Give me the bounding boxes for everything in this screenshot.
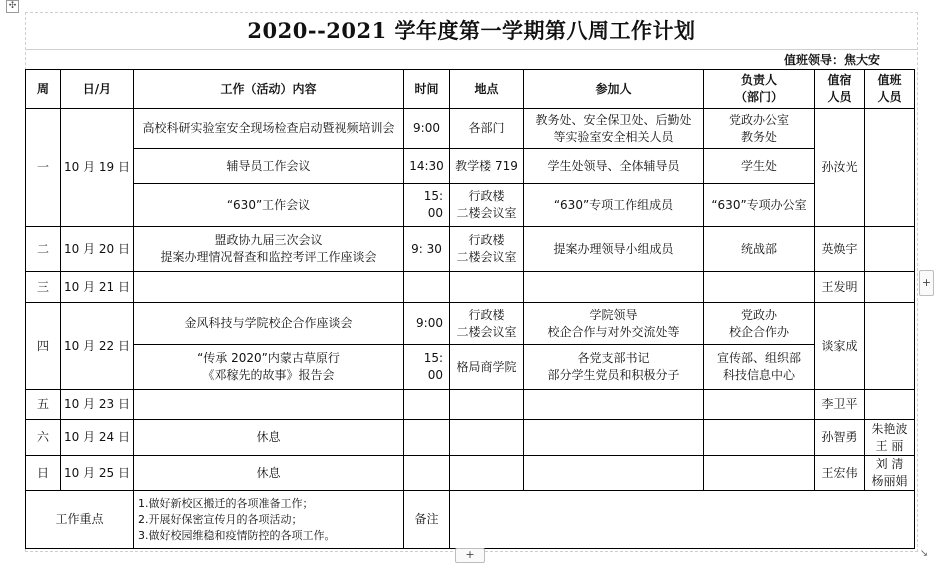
date-cell[interactable]: 10 月 21 日: [61, 272, 134, 303]
date-cell[interactable]: 10 月 19 日: [61, 109, 134, 227]
duty-cell[interactable]: [865, 303, 915, 390]
participants-cell[interactable]: [524, 420, 704, 456]
header-on-duty-staff: 值宿 人员: [815, 70, 865, 109]
table-row: [26, 420, 915, 456]
place-cell[interactable]: [450, 390, 524, 420]
place-cell[interactable]: 行政楼 二楼会议室: [450, 303, 524, 345]
date-cell[interactable]: 10 月 20 日: [61, 227, 134, 272]
participants-cell[interactable]: [524, 456, 704, 491]
remark-cell[interactable]: [450, 491, 915, 549]
content-cell[interactable]: 盟政协九届三次会议 提案办理情况督查和监控考评工作座谈会: [134, 227, 404, 272]
week-cell[interactable]: 二: [26, 227, 61, 272]
on-duty-cell[interactable]: 谈家成: [815, 303, 865, 390]
participants-cell[interactable]: 学院领导 校企合作与对外交流处等: [524, 303, 704, 345]
time-cell[interactable]: 15: 00: [404, 184, 450, 227]
content-cell[interactable]: 休息: [134, 420, 404, 456]
content-cell[interactable]: “630”工作会议: [134, 184, 404, 227]
participants-cell[interactable]: 提案办理领导小组成员: [524, 227, 704, 272]
table-row: [26, 184, 915, 227]
time-cell[interactable]: 9:00: [404, 303, 450, 345]
participants-cell[interactable]: 教务处、安全保卫处、后勤处 等实验室安全相关人员: [524, 109, 704, 149]
participants-cell[interactable]: “630”专项工作组成员: [524, 184, 704, 227]
responsible-cell[interactable]: [704, 272, 815, 303]
content-cell[interactable]: 辅导员工作会议: [134, 149, 404, 184]
table-resize-handle[interactable]: ↘: [919, 548, 929, 559]
place-cell[interactable]: 行政楼 二楼会议室: [450, 227, 524, 272]
work-plan-table: [25, 69, 915, 549]
focus-items[interactable]: 1.做好新校区搬迁的各项准备工作； 2.开展好保密宣传月的各项活动； 3.做好校园维稳和疫情防控的各项工作。: [134, 491, 404, 549]
duty-cell[interactable]: [865, 272, 915, 303]
time-cell[interactable]: 15: 00: [404, 345, 450, 390]
duty-cell[interactable]: 刘 清 杨丽娟: [865, 456, 915, 491]
responsible-cell[interactable]: 学生处: [704, 149, 815, 184]
date-cell[interactable]: 10 月 22 日: [61, 303, 134, 390]
on-duty-cell[interactable]: 英焕宇: [815, 227, 865, 272]
participants-cell[interactable]: [524, 272, 704, 303]
header-duty-staff: 值班 人员: [865, 70, 915, 109]
table-row: [26, 345, 915, 390]
participants-cell[interactable]: [524, 390, 704, 420]
header-responsible: 负责人 （部门）: [704, 70, 815, 109]
on-duty-cell[interactable]: 李卫平: [815, 390, 865, 420]
week-cell[interactable]: 三: [26, 272, 61, 303]
responsible-cell[interactable]: “630”专项办公室: [704, 184, 815, 227]
duty-leader: 值班领导：焦大安: [783, 53, 880, 67]
table-row: [26, 109, 915, 149]
time-cell[interactable]: [404, 456, 450, 491]
responsible-cell[interactable]: [704, 390, 815, 420]
place-cell[interactable]: 教学楼 719: [450, 149, 524, 184]
time-cell[interactable]: 14:30: [404, 149, 450, 184]
header-week: 周: [26, 70, 61, 109]
responsible-cell[interactable]: 党政办公室 教务处: [704, 109, 815, 149]
content-cell[interactable]: 金风科技与学院校企合作座谈会: [134, 303, 404, 345]
participants-cell[interactable]: 各党支部书记 部分学生党员和积极分子: [524, 345, 704, 390]
responsible-cell[interactable]: 党政办 校企合作办: [704, 303, 815, 345]
week-cell[interactable]: 五: [26, 390, 61, 420]
responsible-cell[interactable]: [704, 456, 815, 491]
remark-label[interactable]: 备注: [404, 491, 450, 549]
responsible-cell[interactable]: 统战部: [704, 227, 815, 272]
on-duty-cell[interactable]: 孙汝光: [815, 109, 865, 227]
time-cell[interactable]: [404, 390, 450, 420]
table-row: [26, 227, 915, 272]
place-cell[interactable]: 格局商学院: [450, 345, 524, 390]
date-cell[interactable]: 10 月 25 日: [61, 456, 134, 491]
duty-cell[interactable]: [865, 390, 915, 420]
participants-cell[interactable]: 学生处领导、全体辅导员: [524, 149, 704, 184]
time-cell[interactable]: [404, 272, 450, 303]
header-time: 时间: [404, 70, 450, 109]
week-cell[interactable]: 四: [26, 303, 61, 390]
header-content: 工作（活动）内容: [134, 70, 404, 109]
on-duty-cell[interactable]: 王发明: [815, 272, 865, 303]
place-cell[interactable]: 行政楼 二楼会议室: [450, 184, 524, 227]
table-row: [26, 456, 915, 491]
table-row: [26, 272, 915, 303]
week-cell[interactable]: 日: [26, 456, 61, 491]
header-place: 地点: [450, 70, 524, 109]
time-cell[interactable]: [404, 420, 450, 456]
title-box: [25, 12, 918, 50]
time-cell[interactable]: 9: 30: [404, 227, 450, 272]
add-row-button[interactable]: +: [455, 548, 485, 563]
content-cell[interactable]: 高校科研实验室安全现场检查启动暨视频培训会: [134, 109, 404, 149]
table-row: [26, 390, 915, 420]
on-duty-cell[interactable]: 王宏伟: [815, 456, 865, 491]
date-cell[interactable]: 10 月 23 日: [61, 390, 134, 420]
table-row: [26, 149, 915, 184]
header-participants: 参加人: [524, 70, 704, 109]
table-move-handle[interactable]: ✣: [6, 0, 19, 13]
place-cell[interactable]: [450, 420, 524, 456]
responsible-cell[interactable]: [704, 420, 815, 456]
content-cell[interactable]: “传承 2020”内蒙古草原行 《邓稼先的故事》报告会: [134, 345, 404, 390]
content-cell[interactable]: 休息: [134, 456, 404, 491]
header-row: [26, 70, 915, 109]
duty-cell[interactable]: [865, 109, 915, 227]
time-cell[interactable]: 9:00: [404, 109, 450, 149]
week-cell[interactable]: 一: [26, 109, 61, 227]
on-duty-cell[interactable]: 孙智勇: [815, 420, 865, 456]
table-row: [26, 303, 915, 345]
content-cell[interactable]: [134, 272, 404, 303]
place-cell[interactable]: [450, 272, 524, 303]
content-cell[interactable]: [134, 390, 404, 420]
duty-cell[interactable]: 朱艳波 王 丽: [865, 420, 915, 456]
page-title: 2020--2021 学年度第一学期第八周工作计划: [247, 18, 696, 43]
duty-cell[interactable]: [865, 227, 915, 272]
responsible-cell[interactable]: 宣传部、组织部 科技信息中心: [704, 345, 815, 390]
add-column-button[interactable]: +: [919, 270, 934, 296]
date-cell[interactable]: 10 月 24 日: [61, 420, 134, 456]
week-cell[interactable]: 六: [26, 420, 61, 456]
focus-row: [26, 491, 915, 549]
place-cell[interactable]: [450, 456, 524, 491]
focus-label[interactable]: 工作重点: [26, 491, 134, 549]
header-date: 日/月: [61, 70, 134, 109]
place-cell[interactable]: 各部门: [450, 109, 524, 149]
